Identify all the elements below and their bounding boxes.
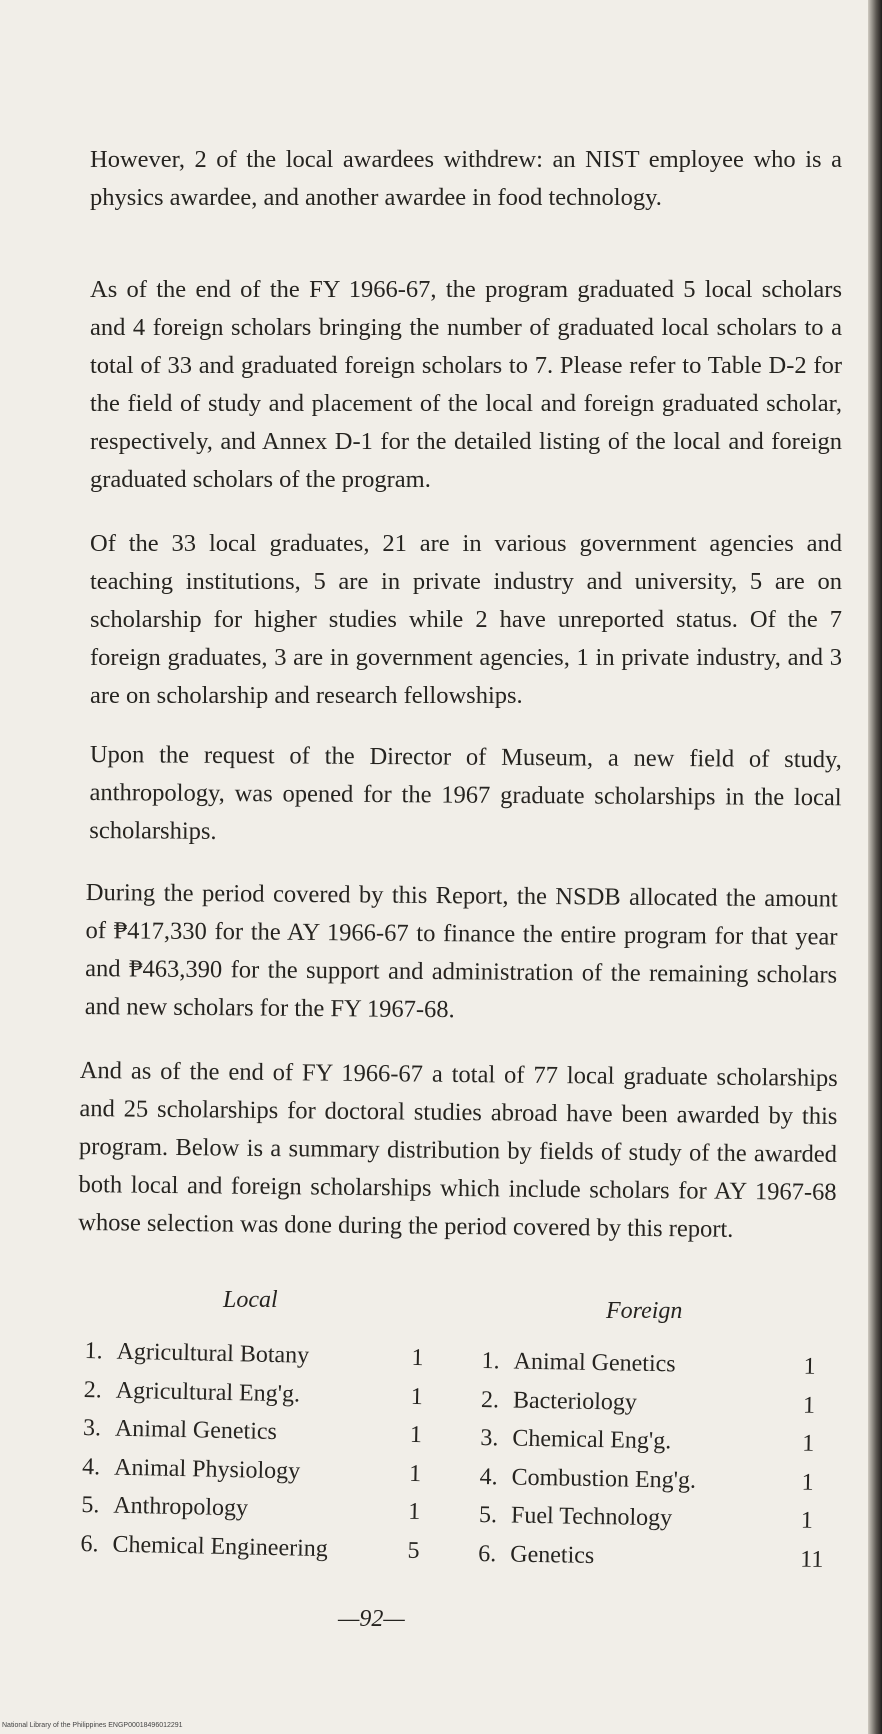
- list-item: 1. Agricultural Botany 1: [84, 1337, 424, 1372]
- list-item: 5. Fuel Technology 1: [478, 1501, 814, 1534]
- paragraph-funding: During the period covered by this Report, the NSDB allocated the amount of ₱417,330 for the AY 1966-67 to finance the entire program for that year and ₱463,390 for the support and administration of the remaining scholars and new scholars for the FY 1967-68.: [84, 878, 838, 1024]
- scan-footer: National Library of the Philippines ENGP00018496012291: [2, 1722, 183, 1729]
- local-heading: Local: [223, 1287, 278, 1313]
- list-item: 3. Animal Genetics 1: [82, 1414, 423, 1449]
- list-item: 4. Combustion Eng'g. 1: [479, 1463, 814, 1496]
- page-edge-shadow: [868, 0, 882, 1734]
- foreign-heading: Foreign: [606, 1298, 683, 1324]
- page-number: —92—: [338, 1606, 405, 1632]
- paragraph-graduates: As of the end of the FY 1966-67, the program graduated 5 local scholars and 4 foreign scholars bringing the number of graduated local scholars to a total of 33 and graduated foreign scholars to 7. Please refer to Table D-2 for the field of study and placement of the local and foreign graduated scholar, respectively, and Annex D-1 for the detailed listing of the local and foreign graduated scholars of the program.: [90, 276, 842, 493]
- local-fields-list: [80, 1332, 435, 1570]
- paragraph-anthropology: Upon the request of the Director of Museum, a new field of study, anthropology, was opened for the 1967 graduate scholarships in the local scholarships.: [89, 740, 842, 845]
- paragraph-withdrawals: However, 2 of the local awardees withdrew: an NIST employee who is a physics awardee, and another awardee in food technology.: [90, 146, 842, 211]
- list-item: 5. Anthropology 1: [81, 1491, 421, 1526]
- list-item: 2. Agricultural Eng'g. 1: [83, 1376, 423, 1410]
- list-item: 3. Chemical Eng'g. 1: [480, 1424, 815, 1457]
- list-item: 6. Genetics 11: [478, 1540, 824, 1573]
- list-item: 6. Chemical Engineering 5: [80, 1530, 420, 1564]
- paragraph-placement: Of the 33 local graduates, 21 are in various government agencies and teaching institutions, 5 are in private industry and university, 5 are on scholarship for higher studies while 2 have unreported status. Of the 7 foreign graduates, 3 are in government agencies, 1 in private industry, and 3 are on scholarship and research fellowships.: [90, 530, 842, 709]
- list-item: 4. Animal Physiology 1: [81, 1453, 422, 1487]
- list-item: 2. Bacteriology 1: [480, 1386, 816, 1419]
- foreign-fields-list: [478, 1342, 822, 1579]
- list-item: 1. Animal Genetics 1: [481, 1347, 816, 1380]
- paragraph-summary: And as of the end of FY 1966-67 a total of 77 local graduate scholarships and 25 scholarships for doctoral studies abroad have been awarded by this program. Below is a summary distribution by fields of study of the awarded both local and foreign scholarships which include scholars for AY 1967-68 whose selection was done during the period covered by this report.: [78, 1056, 838, 1243]
